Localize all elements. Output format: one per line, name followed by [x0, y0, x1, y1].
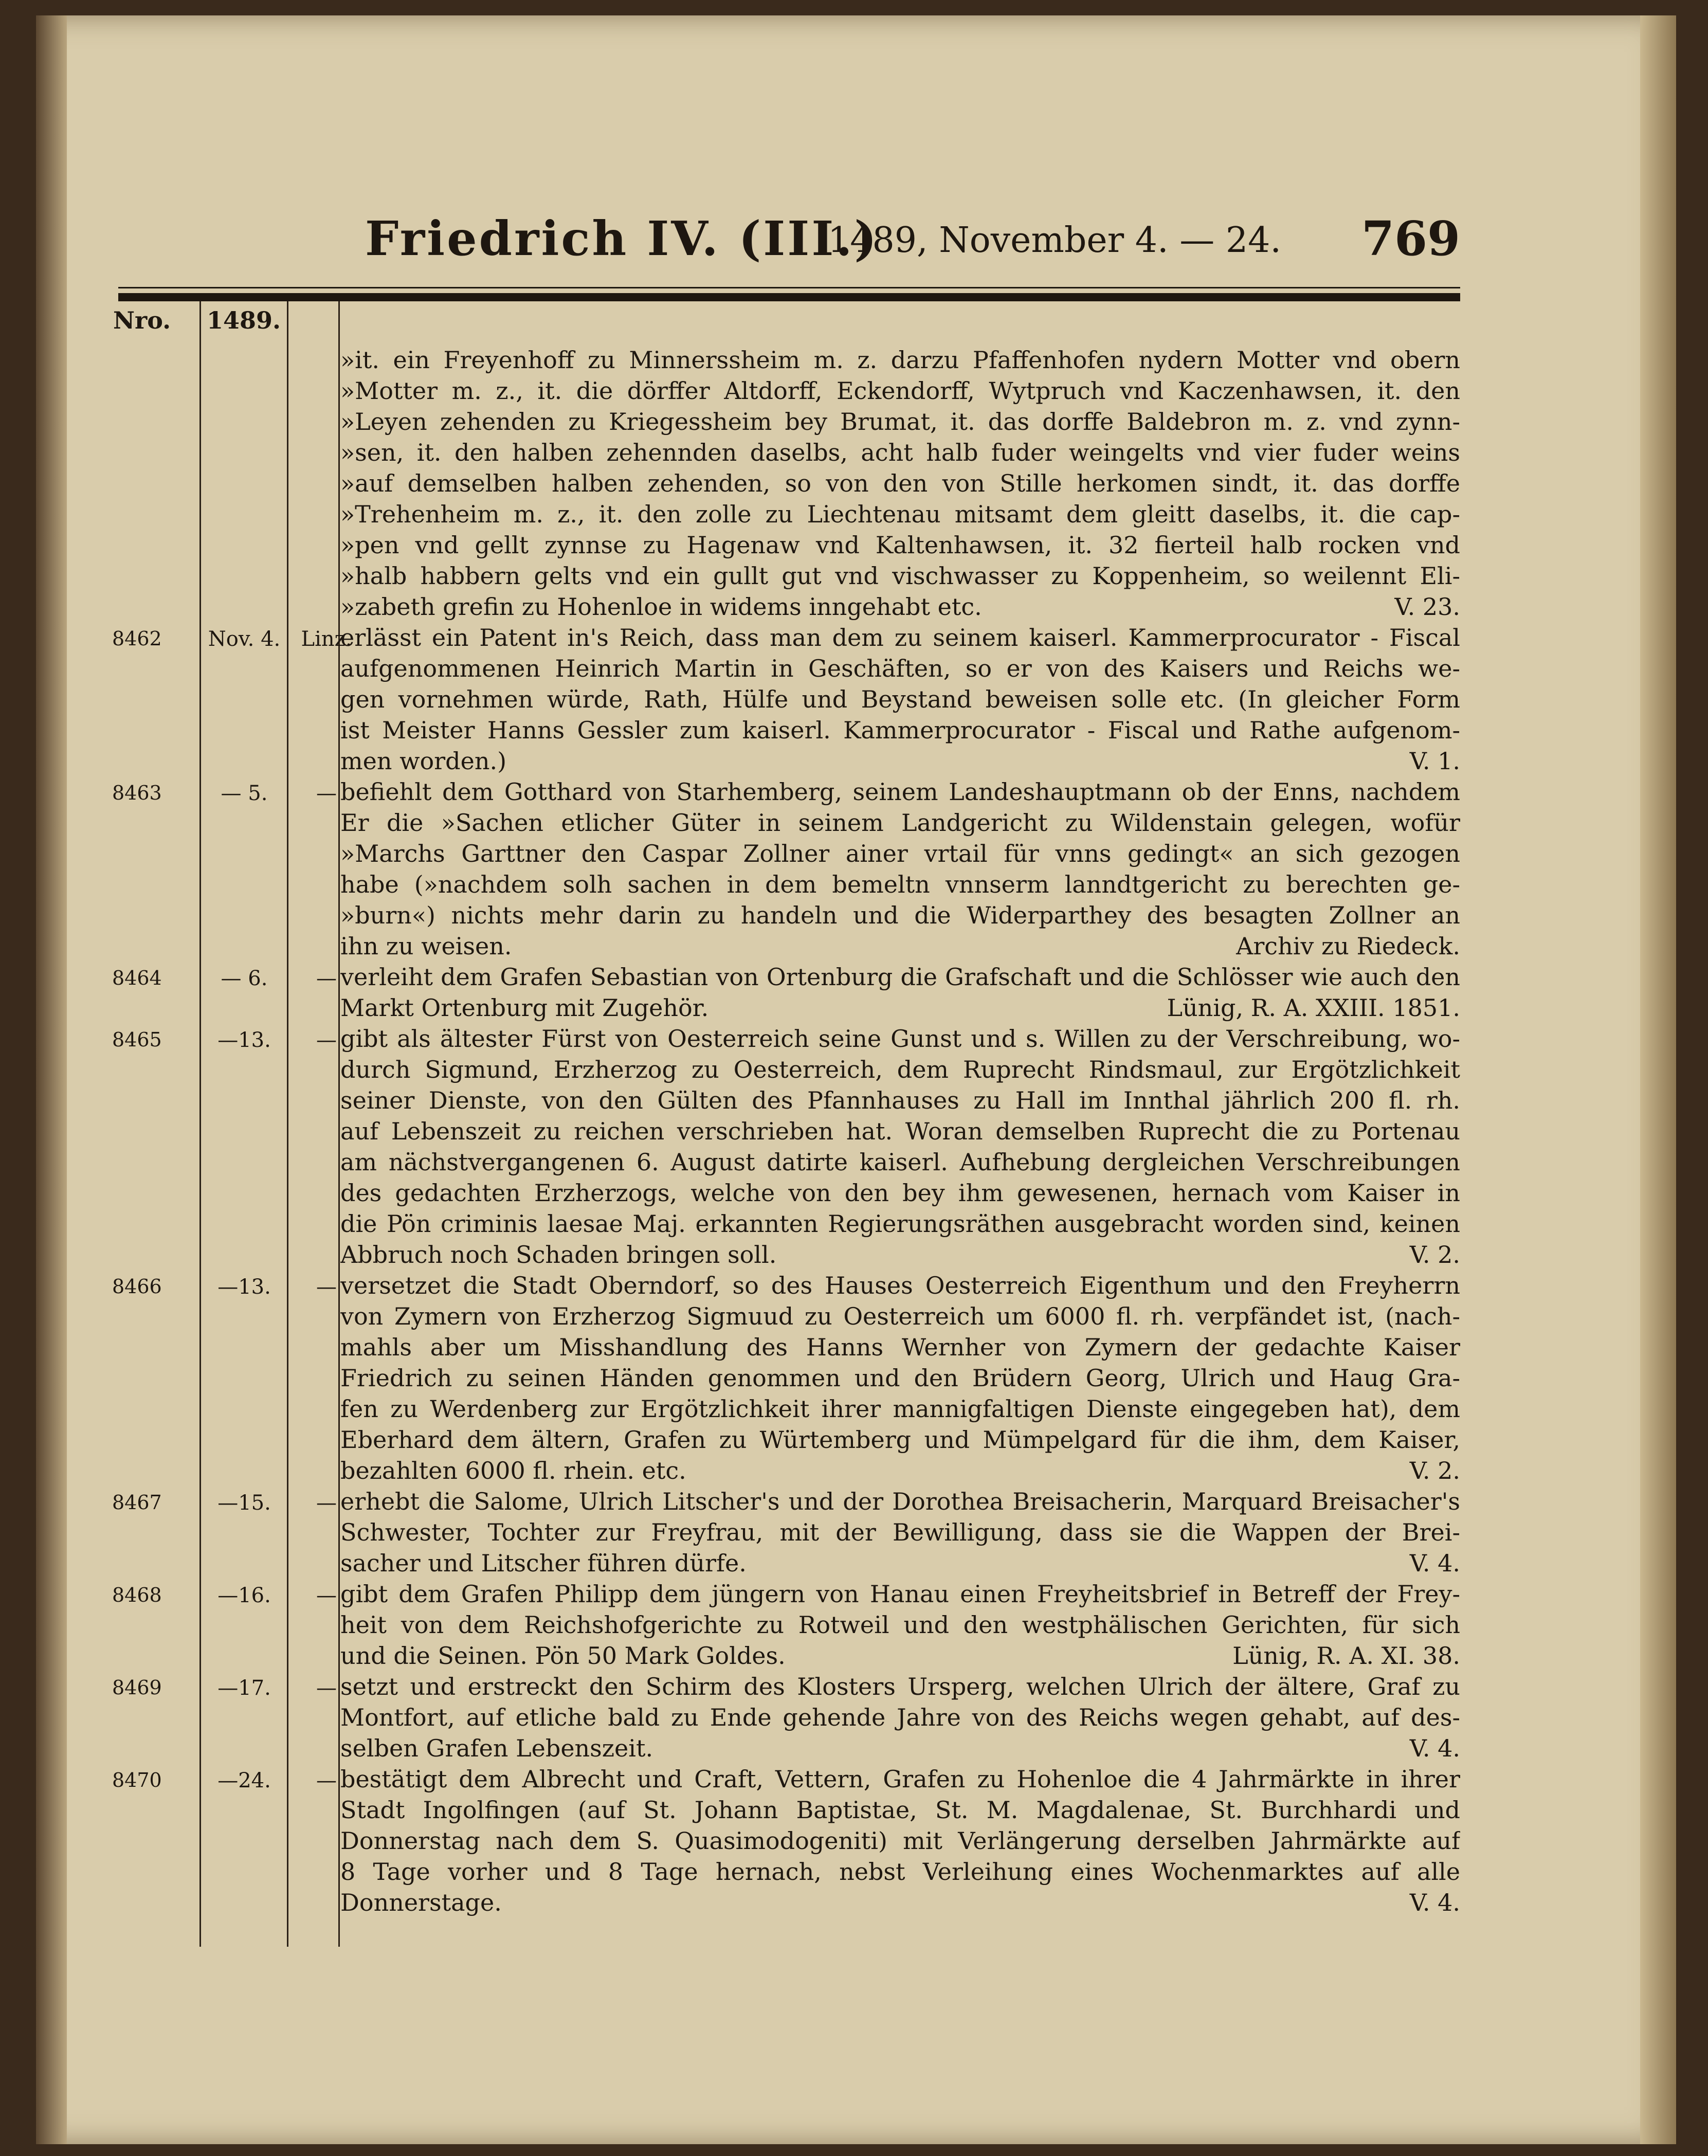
entry-line-text: ihn zu weisen. [340, 932, 512, 960]
entry-line-text: Friedrich zu seinen Händen genommen und den Brüdern Georg, Ulrich und Haug Gra- [340, 1364, 1460, 1392]
entry-text-line [340, 1239, 1460, 1270]
entry-line-text: »Leyen zehenden zu Kriegessheim bey Brumat, it. das dorffe Baldebron m. z. vnd zynn- [340, 408, 1460, 436]
entry-text-line [340, 1517, 1460, 1548]
entry-text-line [340, 684, 1460, 715]
entry-place: — [316, 782, 337, 805]
entry-text-line [340, 1825, 1460, 1856]
entry-text [340, 1764, 1460, 1918]
column-divider-date [287, 301, 288, 1947]
entry-text-line [340, 560, 1460, 591]
entry-line-text: setzt und erstreckt den Schirm des Klosters Ursperg, welchen Ulrich der ältere, Graf zu [340, 1673, 1460, 1700]
entry-line-text: verleiht dem Grafen Sebastian von Ortenburg die Grafschaft und die Schlösser wie auch den [340, 963, 1460, 991]
entry-line-text: von Zymern von Erzherzog Sigmuud zu Oesterreich um 6000 fl. rh. verpfändet ist, (nach- [340, 1302, 1460, 1330]
entry-text-line [340, 1147, 1460, 1177]
entry-text-line [340, 1054, 1460, 1085]
entry-text [340, 776, 1460, 962]
entry-number: 8468 [112, 1584, 162, 1606]
entry-number: 8465 [112, 1028, 162, 1051]
entry-text-line [340, 715, 1460, 746]
entry-number: 8467 [112, 1491, 162, 1514]
entry-text-line [340, 1764, 1460, 1795]
entry-text [340, 962, 1460, 1023]
entry-date: — 5. [221, 782, 268, 805]
entry-text-line [340, 499, 1460, 530]
entry-text-line [340, 746, 1460, 776]
entry-source: V. 2. [1409, 1241, 1460, 1269]
entry-text-line [340, 807, 1460, 838]
entry-line-text: die Pön criminis laesae Maj. erkannten Regierungsräthen ausgebracht worden sind, keinen [340, 1210, 1460, 1238]
entry-number: 8464 [112, 967, 162, 989]
entry-text [340, 1579, 1460, 1671]
entry-text-line [340, 1486, 1460, 1517]
page-edge [1640, 15, 1676, 2144]
entry-text [340, 622, 1460, 776]
entry-line-text: seiner Dienste, von den Gülten des Pfannhauses zu Hall im Innthal jährlich 200 fl. rh. [340, 1086, 1460, 1114]
entry-date: —17. [217, 1676, 271, 1700]
entry-line-text: gibt dem Grafen Philipp dem jüngern von Hanau einen Freyheitsbrief in Betreff der Frey- [340, 1580, 1460, 1608]
entry-line-text: heit von dem Reichshofgerichte zu Rotweil und den westphälischen Gerichten, für sich [340, 1611, 1460, 1639]
entry-line-text: selben Grafen Lebenszeit. [340, 1734, 653, 1762]
entry-text-line [340, 1301, 1460, 1332]
entry-number: 8470 [112, 1769, 162, 1791]
entry-text-line [340, 375, 1460, 406]
entry-line-text: am nächstvergangenen 6. August datirte kaiserl. Aufhebung dergleichen Verschreibungen [340, 1148, 1460, 1176]
entry-line-text: »Marchs Garttner den Caspar Zollner ainer vrtail für vnns gedingt« an sich gezogen [340, 840, 1460, 867]
entry-line-text: »sen, it. den halben zehennden daselbs, acht halb fuder weingelts vnd vier fuder weins [340, 439, 1460, 466]
column-header-year: 1489. [207, 306, 281, 334]
entry-source: V. 4. [1409, 1549, 1460, 1577]
entry-line-text: »Motter m. z., it. die dörffer Altdorff, Eckendorff, Wytpruch vnd Kaczenhawsen, it. den [340, 377, 1460, 405]
entry-source: V. 4. [1409, 1734, 1460, 1762]
entry-text [340, 345, 1460, 622]
entry-date: —15. [217, 1491, 271, 1515]
entry-line-text: versetzet die Stadt Oberndorf, so des Hauses Oesterreich Eigenthum und den Freyherrn [340, 1272, 1460, 1299]
entry-text-line [340, 653, 1460, 684]
entry-line-text: fen zu Werdenberg zur Ergötzlichkeit ihrer mannigfaltigen Dienste eingegeben hat), dem [340, 1395, 1460, 1423]
entry-text-line [340, 838, 1460, 869]
entry-text-line [340, 468, 1460, 499]
entry-line-text: bezahlten 6000 fl. rhein. etc. [340, 1457, 686, 1484]
entry-line-text: Stadt Ingolfingen (auf St. Johann Baptistae, St. M. Magdalenae, St. Burchhardi und [340, 1796, 1460, 1824]
entry-text-line [340, 1424, 1460, 1455]
entry-text-line [340, 1887, 1460, 1918]
entry-line-text: »Trehenheim m. z., it. den zolle zu Liechtenau mitsamt dem gleitt daselbs, it. die cap- [340, 500, 1460, 528]
entry-text-line [340, 1270, 1460, 1301]
entry-line-text: Er die »Sachen etlicher Güter in seinem Landgericht zu Wildenstain gelegen, wofür [340, 809, 1460, 837]
entry-text-line [340, 1177, 1460, 1208]
running-header [365, 201, 1460, 278]
entry-text-line [340, 1856, 1460, 1887]
entry-line-text: »burn«) nichts mehr darin zu handeln und die Widerparthey des besagten Zollner an [340, 901, 1460, 929]
entry-number: 8466 [112, 1275, 162, 1298]
entry-text-line [340, 622, 1460, 653]
entry-line-text: »it. ein Freyenhoff zu Minnerssheim m. z. darzu Pfaffenhofen nydern Motter vnd obern [340, 346, 1460, 374]
entry-text-line [340, 992, 1460, 1023]
entry-date: — 6. [221, 967, 268, 990]
entry-line-text: des gedachten Erzherzogs, welche von den bey ihm gewesenen, hernach vom Kaiser in [340, 1179, 1460, 1207]
entry-line-text: gen vornehmen würde, Rath, Hülfe und Beystand beweisen solle etc. (In gleicher Form [340, 685, 1460, 713]
book-page [36, 15, 1676, 2144]
entry-line-text: Montfort, auf etliche bald zu Ende gehende Jahre von des Reichs wegen gehabt, auf des- [340, 1704, 1460, 1731]
entry-place: — [316, 967, 337, 990]
entry-line-text: Eberhard dem ältern, Grafen zu Würtemberg und Mümpelgard für die ihm, dem Kaiser, [340, 1426, 1460, 1454]
entry-text [340, 1270, 1460, 1486]
entry-line-text: men worden.) [340, 747, 507, 775]
entry-line-text: 8 Tage vorher und 8 Tage hernach, nebst Verleihung eines Wochenmarktes auf alle [340, 1858, 1460, 1886]
entry-line-text: »halb habbern gelts vnd ein gullt gut vnd vischwasser zu Koppenheim, so weilennt Eli- [340, 562, 1460, 590]
entry-place: — [316, 1028, 337, 1052]
entry-text-line [340, 776, 1460, 807]
entry-source: Lünig, R. A. XXIII. 1851. [1167, 994, 1460, 1022]
entry-text-line [340, 591, 1460, 622]
entry-text-line [340, 1332, 1460, 1363]
entry-text-line [340, 1208, 1460, 1239]
entry-date: —16. [217, 1584, 271, 1607]
column-header-nro: Nro. [113, 306, 171, 334]
entry-line-text: auf Lebenszeit zu reichen verschrieben hat. Woran demselben Ruprecht die zu Portenau [340, 1117, 1460, 1145]
entry-place: — [316, 1676, 337, 1700]
entry-text-line [340, 1702, 1460, 1733]
header-rule-thick [118, 293, 1460, 301]
entry-line-text: erhebt die Salome, Ulrich Litscher's und der Dorothea Breisacherin, Marquard Breisacher's [340, 1488, 1460, 1515]
entry-line-text: bestätigt dem Albrecht und Craft, Vettern, Grafen zu Hohenloe die 4 Jahrmärkte in ihrer [340, 1765, 1460, 1793]
entry-date: —13. [217, 1028, 271, 1052]
entry-text-line [340, 1609, 1460, 1640]
entry-line-text: sacher und Litscher führen dürfe. [340, 1549, 747, 1577]
entry-place: — [316, 1769, 337, 1792]
entry-text [340, 1486, 1460, 1579]
entry-source: V. 1. [1409, 747, 1460, 775]
entry-text-line [340, 962, 1460, 992]
header-date-range: 1489, November 4. — 24. [828, 220, 1282, 261]
entry-source: V. 4. [1409, 1889, 1460, 1916]
entry-line-text: Donnerstag nach dem S. Quasimodogeniti) mit Verlängerung derselben Jahrmärkte auf [340, 1827, 1460, 1855]
book-gutter [36, 15, 67, 2144]
entry-line-text: »auf demselben halben zehenden, so von den von Stille herkomen sindt, it. das dorffe [340, 469, 1460, 497]
entry-number: 8463 [112, 782, 162, 804]
entry-text-line [340, 1671, 1460, 1702]
entry-place: — [316, 1584, 337, 1607]
entry-line-text: und die Seinen. Pön 50 Mark Goldes. [340, 1642, 786, 1670]
entry-line-text: »zabeth grefin zu Hohenloe in widems inngehabt etc. [340, 593, 982, 621]
entry-place: Linz. [301, 627, 352, 651]
entry-text-line [340, 437, 1460, 468]
entry-source: V. 2. [1409, 1457, 1460, 1484]
entry-line-text: gibt als ältester Fürst von Oesterreich seine Gunst und s. Willen zu der Verschreibung, wo- [340, 1025, 1460, 1053]
entry-text-line [340, 869, 1460, 900]
entry-number: 8462 [112, 627, 162, 650]
entry-text-line [340, 931, 1460, 962]
entry-text-line [340, 1085, 1460, 1116]
entry-line-text: erlässt ein Patent in's Reich, dass man dem zu seinem kaiserl. Kammerprocurator - Fiscal [340, 624, 1460, 651]
header-title: Friedrich IV. (III.) [365, 211, 879, 266]
entry-date: Nov. 4. [208, 627, 281, 651]
entry-source: V. 23. [1394, 593, 1460, 621]
entry-line-text: befiehlt dem Gotthard von Starhemberg, seinem Landeshauptmann ob der Enns, nachdem [340, 778, 1460, 806]
entry-source: Archiv zu Riedeck. [1236, 932, 1460, 960]
entry-text-line [340, 1363, 1460, 1393]
entry-line-text: aufgenommenen Heinrich Martin in Geschäften, so er von des Kaisers und Reichs we- [340, 655, 1460, 682]
entry-text-line [340, 1795, 1460, 1825]
entry-text-line [340, 345, 1460, 375]
entry-line-text: Abbruch noch Schaden bringen soll. [340, 1241, 777, 1269]
page-number: 769 [1361, 211, 1460, 266]
entry-text-line [340, 1116, 1460, 1147]
entry-line-text: Schwester, Tochter zur Freyfrau, mit der Bewilligung, dass sie die Wappen der Brei- [340, 1518, 1460, 1546]
entry-line-text: habe (»nachdem solh sachen in dem bemeltn vnnserm lanndtgericht zu berechten ge- [340, 871, 1460, 898]
entry-text [340, 1671, 1460, 1764]
entry-date: —13. [217, 1275, 271, 1299]
entry-place: — [316, 1275, 337, 1299]
entry-text-line [340, 406, 1460, 437]
entry-line-text: »pen vnd gellt zynnse zu Hagenaw vnd Kaltenhawsen, it. 32 fierteil halb rocken vnd [340, 531, 1460, 559]
column-divider-nr [199, 301, 201, 1947]
entry-text-line [340, 1455, 1460, 1486]
entry-line-text: Markt Ortenburg mit Zugehör. [340, 994, 709, 1022]
entry-text-line [340, 1733, 1460, 1764]
entry-text-line [340, 1579, 1460, 1609]
header-rule-thin [118, 287, 1460, 288]
entry-text-line [340, 1548, 1460, 1579]
entry-source: Lünig, R. A. XI. 38. [1232, 1642, 1460, 1670]
entry-text-line [340, 1393, 1460, 1424]
entry-text-line [340, 1023, 1460, 1054]
entry-line-text: ist Meister Hanns Gessler zum kaiserl. Kammerprocurator - Fiscal und Rathe aufgenom- [340, 716, 1460, 744]
entry-date: —24. [217, 1769, 271, 1792]
entry-line-text: Donnerstage. [340, 1889, 502, 1916]
entry-text-line [340, 530, 1460, 560]
entry-text-line [340, 1640, 1460, 1671]
entry-text-line [340, 900, 1460, 931]
entry-line-text: mahls aber um Misshandlung des Hanns Wernher von Zymern der gedachte Kaiser [340, 1333, 1460, 1361]
entry-text [340, 1023, 1460, 1270]
entry-number: 8469 [112, 1676, 162, 1699]
entry-place: — [316, 1491, 337, 1515]
entry-line-text: durch Sigmund, Erzherzog zu Oesterreich, dem Ruprecht Rindsmaul, zur Ergötzlichkeit [340, 1056, 1460, 1083]
column-divider-place [338, 301, 340, 1947]
